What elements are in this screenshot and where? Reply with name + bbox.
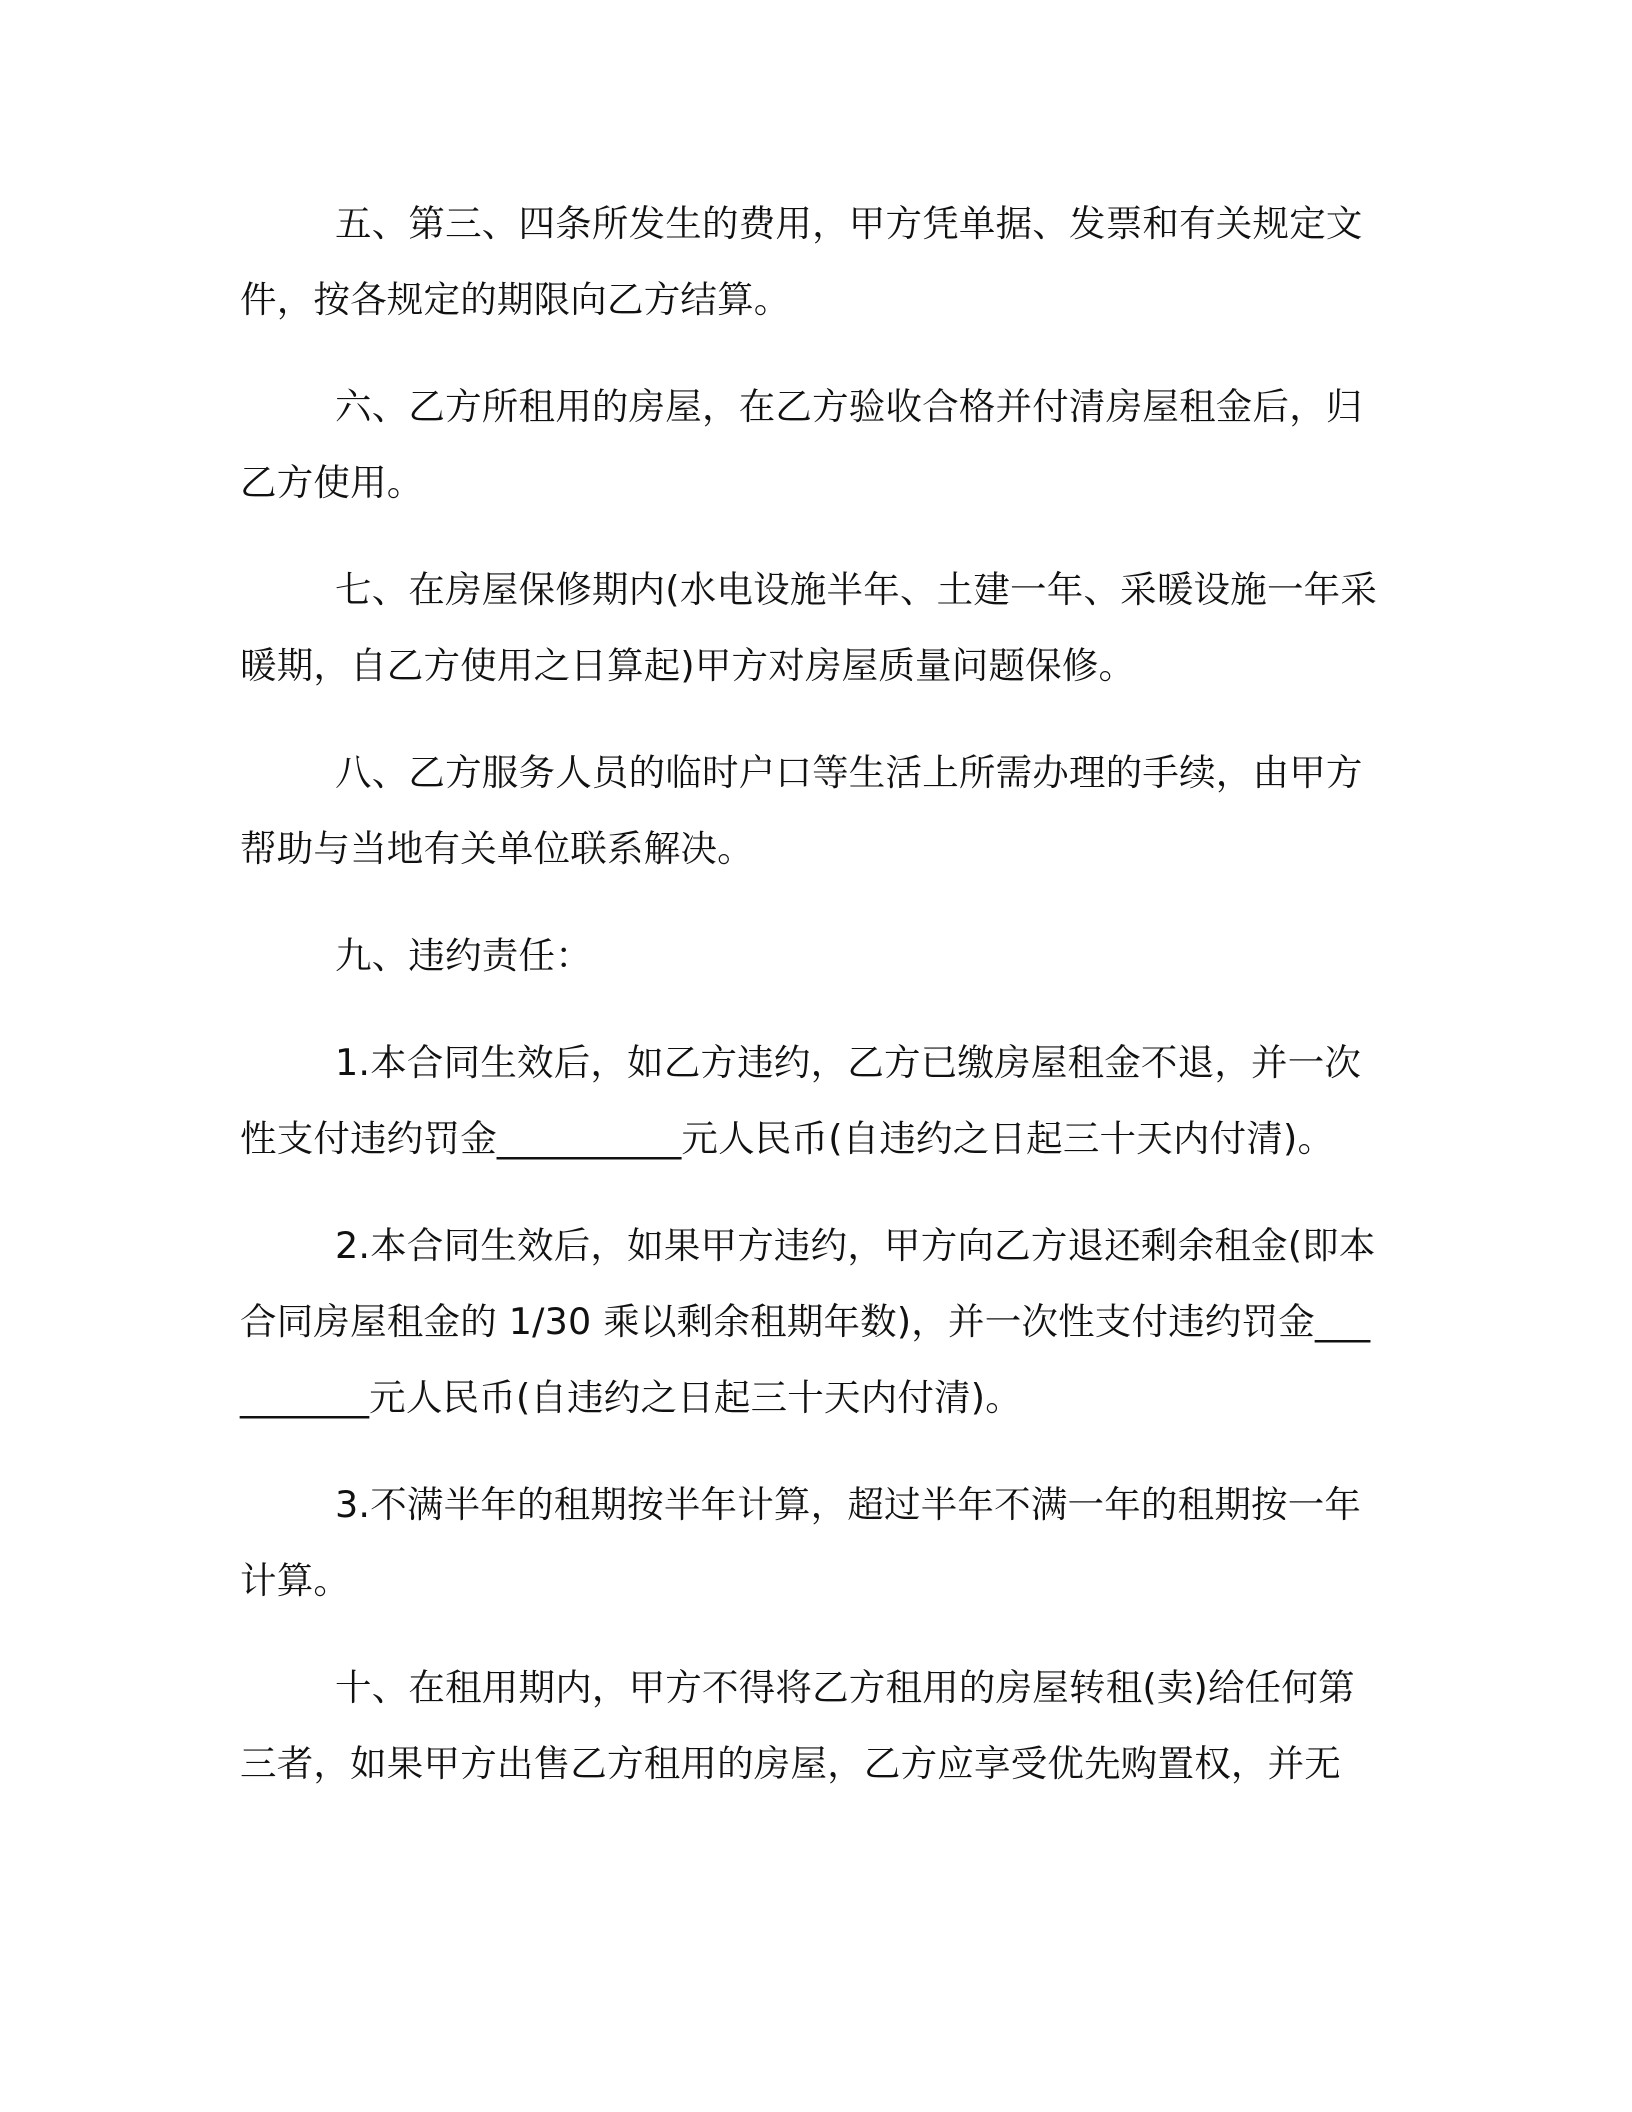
clause-9-1: 1.本合同生效后，如乙方违约，乙方已缴房屋租金不退，并一次性支付违约罚金__________元人民币(自违约之日起三十天内付清)。 [240, 1041, 1362, 1160]
paragraph-9-heading: 九、违约责任： [335, 934, 592, 977]
paragraph-10: 十、在租用期内，甲方不得将乙方租用的房屋转租(卖)给任何第三者，如果甲方出售乙方租用的房屋，乙方应享受优先购置权，并无 [240, 1666, 1355, 1785]
clause-9-3: 3.不满半年的租期按半年计算，超过半年不满一年的租期按一年计算。 [240, 1483, 1362, 1602]
paragraph-5: 五、第三、四条所发生的费用，甲方凭单据、发票和有关规定文件，按各规定的期限向乙方结算。 [240, 202, 1363, 321]
document-body [240, 186, 1380, 1833]
paragraph-8: 八、乙方服务人员的临时户口等生活上所需办理的手续，由甲方帮助与当地有关单位联系解决。 [240, 751, 1363, 870]
clause-9-2: 2.本合同生效后，如果甲方违约，甲方向乙方退还剩余租金(即本合同房屋租金的 1/30 乘以剩余租期年数)，并一次性支付违约罚金__________元人民币(自违约之日起三十天内付清)。 [240, 1224, 1376, 1419]
paragraph-7: 七、在房屋保修期内(水电设施半年、土建一年、采暖设施一年采暖期，自乙方使用之日算起)甲方对房屋质量问题保修。 [240, 568, 1378, 687]
paragraph-6: 六、乙方所租用的房屋，在乙方验收合格并付清房屋租金后，归乙方使用。 [240, 385, 1363, 504]
